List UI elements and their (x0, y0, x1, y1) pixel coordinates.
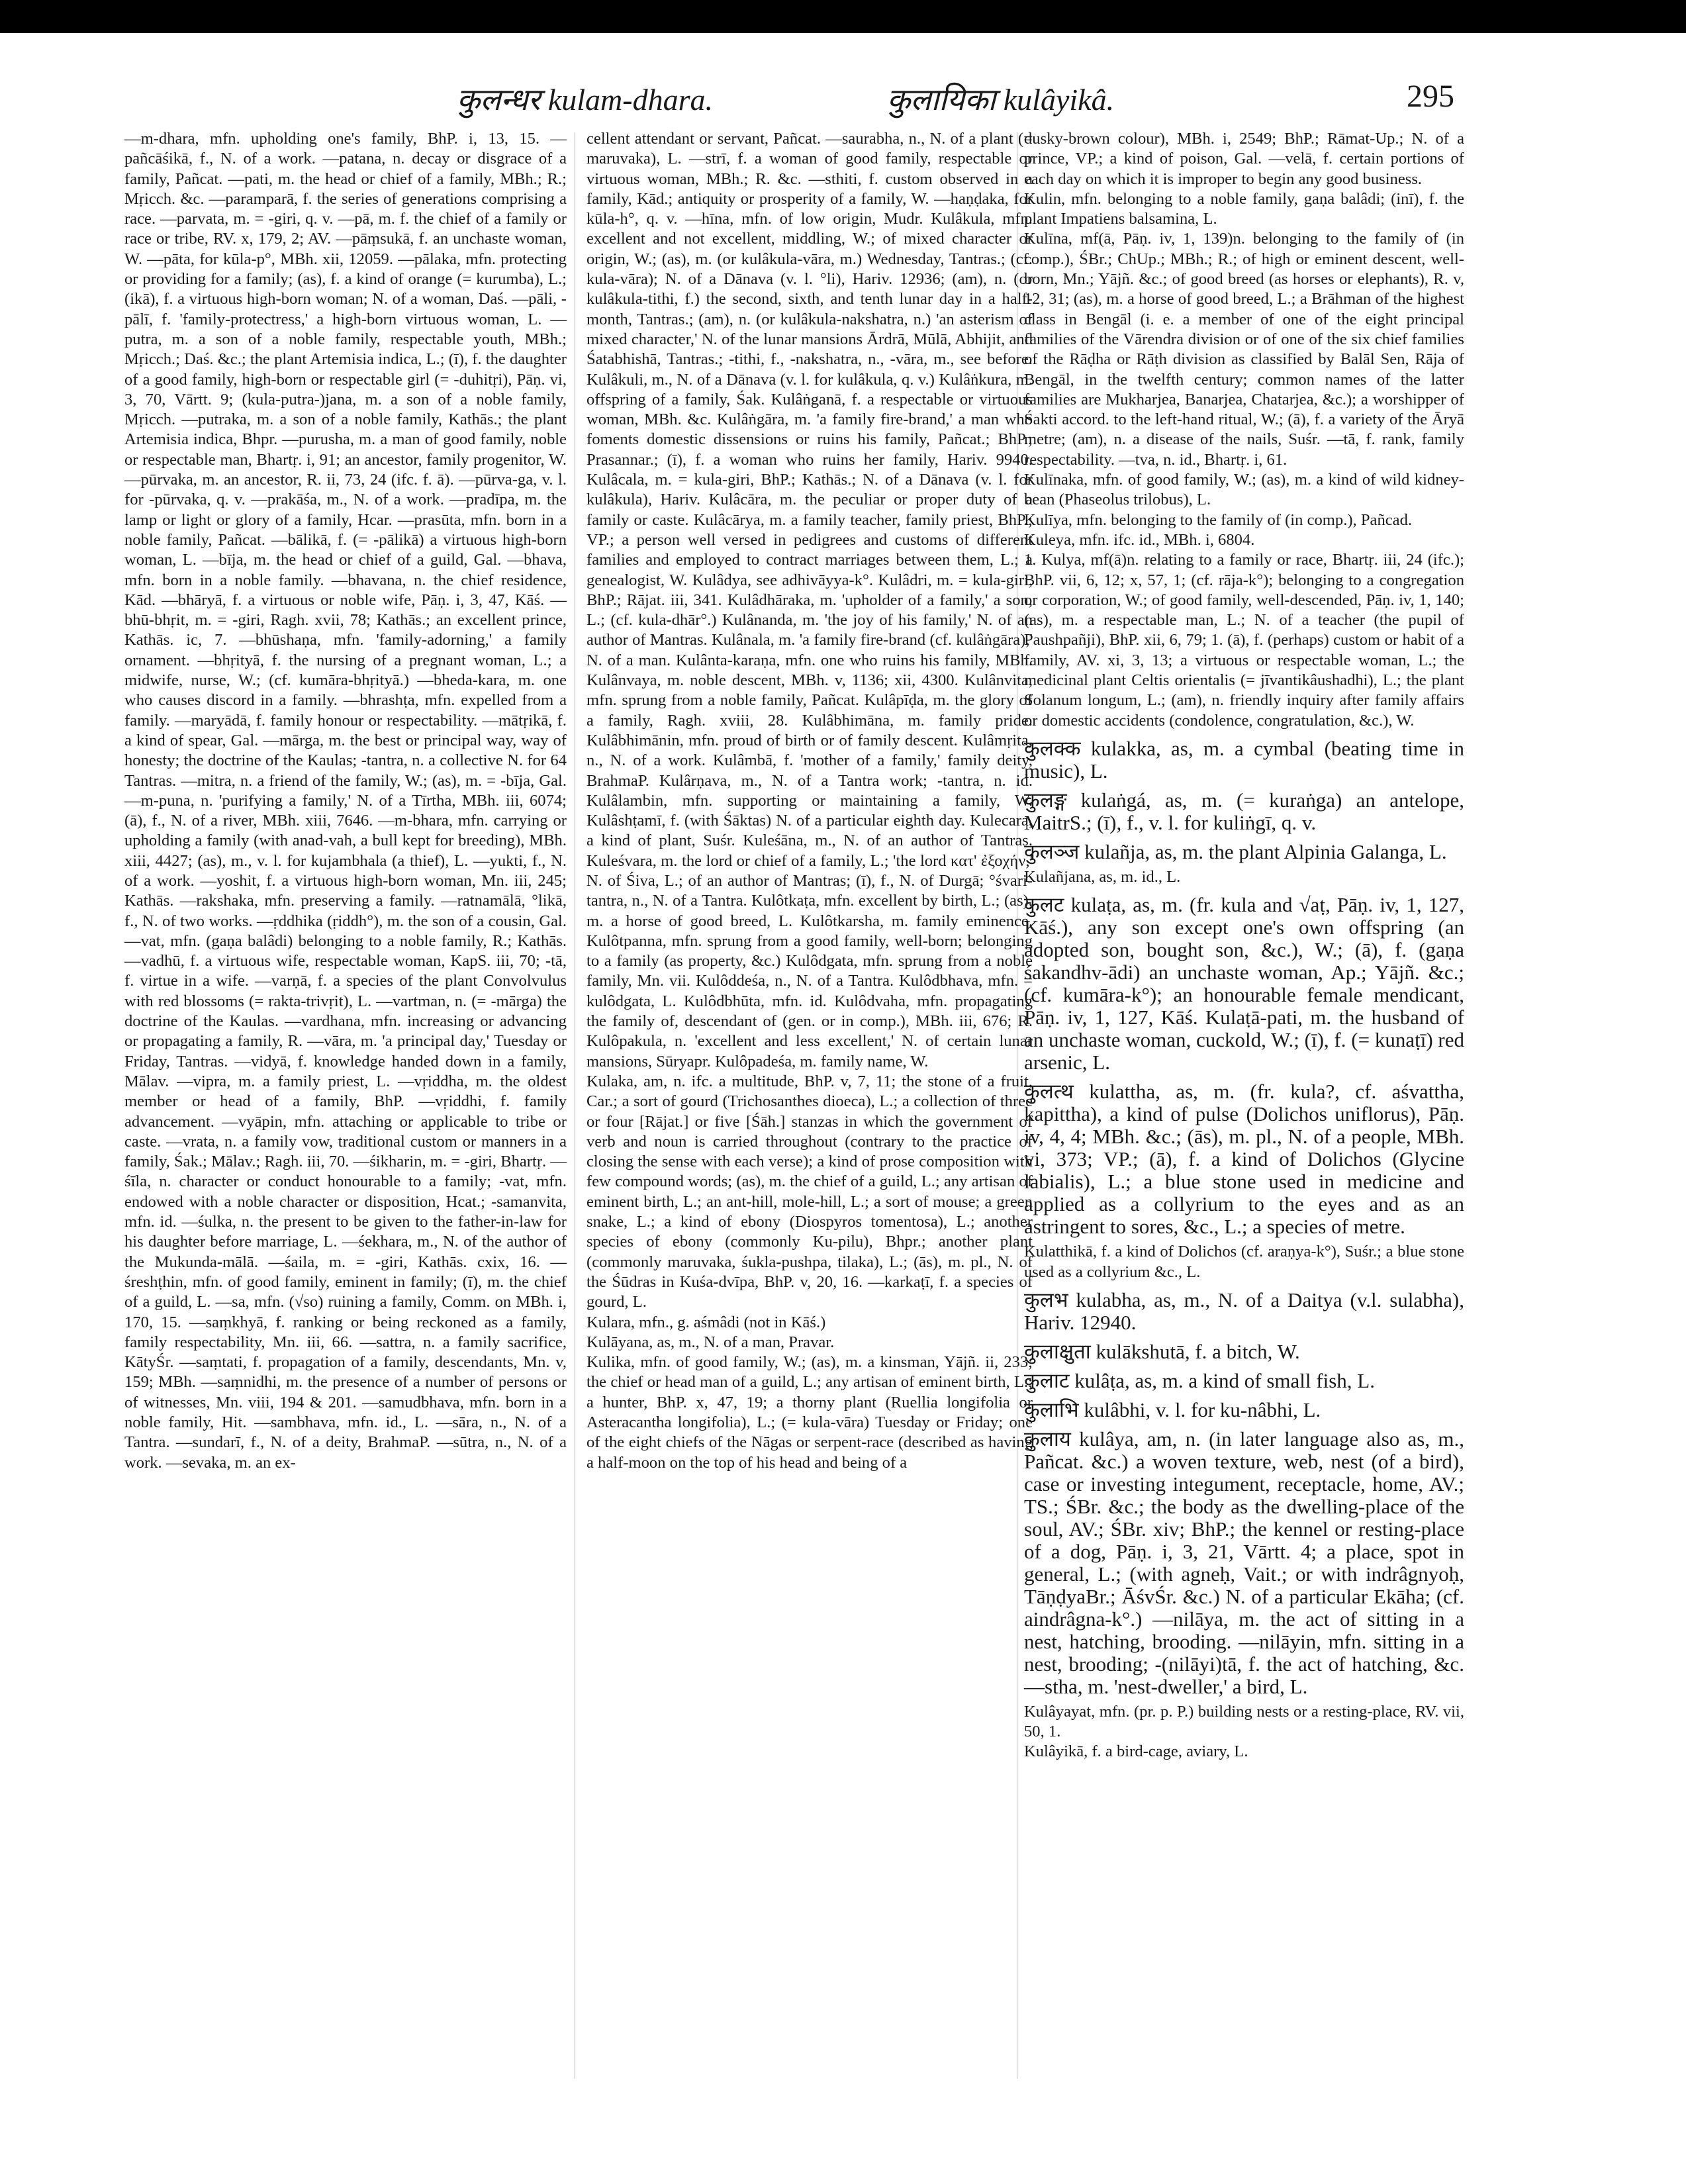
headword-entry: कुलभ kulabha, as, m., N. of a Daitya (v.l. sulabha), Hariv. 12940. (1024, 1288, 1464, 1334)
headword-entry: कुलञ्ज kulañja, as, m. the plant Alpinia Galanga, L. (1024, 839, 1447, 863)
page-number: 295 (1407, 79, 1454, 114)
headword-entry: कुलाक्षुता kulākshutā, f. a bitch, W. (1024, 1339, 1300, 1363)
right-headword: कुलायिका kulâyikâ. (887, 83, 1115, 117)
headword-entry: कुलक्क kulakka, as, m. a cymbal (beating time in music), L. (1024, 736, 1464, 783)
top-black-bar (0, 0, 1686, 33)
left-headword: कुलन्धर kulam-dhara. (457, 83, 713, 117)
entry-paragraph: Kulika, mfn. of good family, W.; (as), m. a kinsman, Yājñ. ii, 233; the chief or head man of a guild, L.; any artisan of eminent birth, L.; a hunter, BhP. x, 47, 19; a thorny plant (Ruellia longifolia or Asteracantha longifolia), L.; (= kula-vāra) Tuesday or Friday; one of the eight chiefs of the Nāgas or serpent-race (described as having a half-moon on the top of his head and being of a (586, 1353, 1033, 1472)
entry-paragraph: Kulaka, am, n. ifc. a multitude, BhP. v, 7, 11; the stone of a fruit, Car.; a sort of gourd (Trichosanthes dioeca), L.; a collection of three or four [Rājat.] or five [Śāh.] stanzas in which the government of verb and noun is carried throughout (contrary to the practice of closing the sense with each verse); a kind of prose composition with few compound words; (as), m. the chief of a guild, L.; any artisan of eminent birth, L.; an ant-hill, mole-hill, L.; a sort of mouse; a green snake, L.; a kind of ebony (Diospyros tomentosa), L.; another species of ebony (commonly Ku-pilu), Bhpr.; another plant (commonly maruvaka, śukla-pushpa, tilaka), L.; (ās), m. pl., N. of the Śūdras in Kuśa-dvīpa, BhP. v, 20, 16. —karkaṭī, f. a species of gourd, L. (586, 1072, 1033, 1311)
headword-entry: कुलाभि kulâbhi, v. l. for ku-nâbhi, L. (1024, 1398, 1321, 1421)
headword-entry: कुलत्थ kulattha, as, m. (fr. kula?, cf. aśvattha, kapittha), a kind of pulse (Dolichos uniflorus), Pāṇ. iv, 4, 4; MBh. &c.; (ās), m. pl., N. of a people, MBh. vi, 373; VP.; (ā), f. a kind of Dolichos (Glycine labialis), L.; a blue stone used in medicine and applied as a collyrium to the eyes and as an astringent to sores, &c., L.; a species of metre. (1024, 1080, 1464, 1239)
entry-paragraph: 1. Kulya, mf(ā)n. relating to a family or race, Bhartṛ. iii, 24 (ifc.); BhP. vii, 6, 12; x, 57, 1; (cf. rāja-k°); belonging to a congregation or corporation, W.; of good family, well-descended, Pāṇ. iv, 1, 140; (as), m. a respectable man, L.; N. of a teacher (the pupil of Paushpañji), BhP. xii, 6, 79; 1. (ā), f. (perhaps) custom or habit of a family, AV. xi, 3, 13; a virtuous or respectable woman, L.; the medicinal plant Celtis orientalis (= jīvantikâushadhi), L.; the plant Solanum longum, L.; (am), n. friendly inquiry after family affairs or domestic accidents (condolence, congratulation, &c.), W. (1024, 551, 1464, 730)
headword-entry: कुलङ्ग kulaṅgá, as, m. (= kuraṅga) an antelope, MaitrS.; (ī), f., v. l. for kuliṅgī, q. v. (1024, 788, 1464, 834)
entry-paragraph: Kulâyayat, mfn. (pr. p. P.) building nests or a resting-place, RV. vii, 50, 1. (1024, 1702, 1464, 1741)
entry-paragraph: dusky-brown colour), MBh. i, 2549; BhP.; Rāmat-Up.; N. of a prince, VP.; a kind of poison, Gal. —velā, f. certain portions of each day on which it is improper to begin any good business. (1024, 130, 1464, 188)
entry-paragraph: cellent attendant or servant, Pañcat. —saurabha, n., N. of a plant (= maruvaka), L. —strī, f. a woman of good family, respectable or virtuous woman, MBh.; R. &c. —sthiti, f. custom observed in a family, Kād.; antiquity or prosperity of a family, W. —haṇḍaka, for kūla-h°, q. v. —hīna, mfn. of low origin, Mudr. Kulâkula, mfn. excellent and not excellent, middling, W.; of mixed character or origin, W.; (as), m. (or kulâkula-vāra, m.) Wednesday, Tantras.; (cf. kula-vāra); N. of a Dānava (v. l. °li), Hariv. 12936; (am), n. (or kulâkula-tithi, f.) the second, sixth, and tenth lunar day in a half-month, Tantras.; (am), n. (or kulâkula-nakshatra, n.) 'an asterism of mixed character,' N. of the lunar mansions Ārdrā, Mūlā, Abhijit, and Śatabhishā, Tantras.; -tithi, f., -nakshatra, n., -vāra, m., see before. Kulâkuli, m., N. of a Dānava (v. l. for kulâkula, q. v.) Kulâṅkura, m. offspring of a family, Śak. Kulâṅganā, f. a respectable or virtuous woman, MBh. &c. Kulâṅgāra, m. 'a family fire-brand,' a man who foments domestic dissensions or ruins his family, Pañcat.; BhP.; Prasannar.; (ī), f. a woman who ruins her family, Hariv. 9940. Kulâcala, m. = kula-giri, BhP.; Kathās.; N. of a Dānava (v. l. for kulâkula), Hariv. Kulâcāra, m. the peculiar or proper duty of a family or caste. Kulâcārya, m. a family teacher, family priest, BhP.; VP.; a person well versed in pedigrees and customs of different families and employed to contract marriages between them, L.; a genealogist, W. Kulâdya, see adhivāyya-k°. Kulâdri, m. = kula-giri, BhP.; Rājat. iii, 341. Kulâdhāraka, m. 'upholder of a family,' a son, L.; (cf. kula-dhār°.) Kulânanda, m. 'the joy of his family,' N. of an author of Mantras. Kulânala, m. 'a family fire-brand (cf. kulâṅgāra),' N. of a man. Kulânta-karaṇa, mfn. one who ruins his family, MBh. Kulânvaya, m. noble descent, MBh. v, 1136; xii, 4300. Kulânvita, mfn. sprung from a noble family, Pañcat. Kulâpīḍa, m. the glory of a family, Ragh. xviii, 28. Kulâbhimāna, m. family pride. Kulâbhimānin, mfn. proud of birth or of family descent. Kulâmṛita, n., N. of a work. Kulâmbā, f. 'mother of a family,' family deity, BrahmaP. Kulârṇava, m., N. of a Tantra work; -tantra, n. id. Kulâlambin, mfn. supporting or maintaining a family, W. Kulâshṭamī, f. (with Śāktas) N. of a particular eighth day. Kulecara, a kind of plant, Suśr. Kuleśāna, m., N. of an author of Tantras. Kuleśvara, m. the lord or chief of a family, L.; 'the lord κατ' ἐξοχήν,' N. of Śiva, L.; of an author of Mantras; (ī), f., N. of Durgā; °śvari-tantra, n., N. of a Tantra. Kulôtkaṭa, mfn. excellent by birth, L.; (as), m. a horse of good breed, L. Kulôtkarsha, m. family eminence. Kulôtpanna, mfn. sprung from a good family, well-born; belonging to a family (as property, &c.) Kulôdgata, mfn. sprung from a noble family, Mn. vii. Kulôddeśa, n., N. of a Tantra. Kulôdbhava, mfn. = kulôdgata, L. Kulôdbhūta, mfn. id. Kulôdvaha, mfn. propagating the family of, descendant of (gen. or in comp.), MBh. iii, 676; R. Kulôpakula, n. 'excellent and less excellent,' N. of certain lunar mansions, Sūryapr. Kulôpadeśa, m. family name, W. (586, 130, 1033, 1070)
entry-paragraph: Kulañjana, as, m. id., L. (1024, 867, 1181, 886)
entry-paragraph: Kulatthikā, f. a kind of Dolichos (cf. araṇya-k°), Suśr.; a blue stone used as a collyrium &c., L. (1024, 1243, 1464, 1281)
column-2 (586, 129, 1033, 1473)
entry-paragraph: Kulāyana, as, m., N. of a man, Pravar. (586, 1333, 835, 1351)
entry-paragraph: Kulâyikā, f. a bird-cage, aviary, L. (1024, 1742, 1248, 1761)
headword-entry: कुलट kulaṭa, as, m. (fr. kula and √aṭ, Pāṇ. iv, 1, 127, Kāś.), any son except one's own offspring (an adopted son, bought son, &c.), W.; (ā), f. (gaṇa śakandhv-ādi) an unchaste woman, Ap.; Yājñ. &c.; (cf. kumāra-k°); an honourable female mendicant, Pāṇ. iv, 1, 127, Kāś. Kulaṭā-pati, m. the husband of an unchaste woman, cuckold, W.; (ī), f. (= kunaṭī) red arsenic, L. (1024, 893, 1464, 1074)
entry-paragraph: Kulīnaka, mfn. of good family, W.; (as), m. a kind of wild kidney-bean (Phaseolus trilobus), L. (1024, 471, 1464, 509)
entry-paragraph: Kulara, mfn., g. aśmâdi (not in Kāś.) (586, 1313, 826, 1331)
running-header (0, 78, 1686, 124)
column-3 (1024, 129, 1464, 1762)
column-1 (124, 129, 567, 1473)
headword-entry: कुलाट kulâṭa, as, m. a kind of small fish, L. (1024, 1368, 1375, 1392)
entry-paragraph: Kulīna, mf(ā, Pāṇ. iv, 1, 139)n. belonging to the family of (in comp.), ŚBr.; ChUp.; MBh.; R.; of high or eminent descent, well-born, Mn.; Yājñ. &c.; of good breed (as horses or elephants), R. v, 12, 31; (as), m. a horse of good breed, L.; a Brāhman of the highest class in Bengāl (i. e. a member of one of the eight principal families of the Vārendra division or of one of the six chief families of the Rāḍha or Rāṭh division as classified by Balāl Sen, Rāja of Bengāl, in the twelfth century; common names of the latter families are Mukharjea, Banarjea, Chatarjea, &c.); a worshipper of Śakti accord. to the left-hand ritual, W.; (ā), f. a variety of the Āryā metre; (am), n. a disease of the nails, Suśr. —tā, f. rank, family respectability. —tva, n. id., Bhartṛ. i, 61. (1024, 230, 1464, 469)
entry-paragraph: Kulīya, mfn. belonging to the family of (in comp.), Pañcad. (1024, 510, 1413, 529)
entry-paragraph: Kulin, mfn. belonging to a noble family, gaṇa balâdi; (inī), f. the plant Impatiens balsamina, L. (1024, 189, 1464, 228)
entry-paragraph: Kuleya, mfn. ifc. id., MBh. i, 6804. (1024, 530, 1255, 549)
entry-paragraph: —m-dhara, mfn. upholding one's family, BhP. i, 13, 15. —pañcāśikā, f., N. of a work. —patana, n. decay or disgrace of a family, Pañcat. —pati, m. the head or chief of a family, MBh.; R.; Mṛicch. &c. —paramparā, f. the series of generations comprising a race. —parvata, m. = -giri, q. v. —pā, m. f. the chief of a family or race or tribe, RV. x, 179, 2; AV. —pāṃsukā, f. an unchaste woman, W. —pāta, for kūla-p°, MBh. xii, 12059. —pālaka, mfn. protecting or providing for a family; (as), f. a kind of orange (= kurumba), L.; (ikā), f. a virtuous high-born woman; N. of a woman, Daś. —pāli, -pālī, f. 'family-protectress,' a high-born virtuous woman, L. —putra, m. a son of a noble family, respectable youth, MBh.; Mṛicch.; Daś. &c.; the plant Artemisia indica, L.; (ī), f. the daughter of a good family, high-born or respectable girl (= -duhitṛi), Pāṇ. vi, 3, 70, Vārtt. 9; (kula-putra-)jana, m. a son of a noble family, Mṛicch. —putraka, m. a son of a noble family, Kathās.; the plant Artemisia indica, Bhpr. —purusha, m. a man of good family, noble or respectable man, Bhartṛ. i, 91; an ancestor, family progenitor, W. —pūrvaka, m. an ancestor, R. ii, 73, 24 (ifc. f. ā). —pūrva-ga, v. l. for -pūrvaka, q. v. —prakāśa, m., N. of a work. —pradīpa, m. the lamp or light or glory of a family, Hcar. —prasūta, mfn. born in a noble family, Pañcat. —bālikā, f. (= -pālikā) a virtuous high-born woman, L. —bīja, m. the head or chief of a guild, Gal. —bhava, mfn. born in a noble family. —bhavana, n. the chief residence, Kād. —bhāryā, f. a virtuous or noble wife, Pāṇ. i, 3, 47, Kāś. —bhū-bhṛit, m. = -giri, Ragh. xvii, 78; Kathās.; an excellent prince, Kathās. ic, 7. —bhūshaṇa, mfn. 'family-adorning,' a family ornament. —bhṛityā, f. the nursing of a pregnant woman, L.; a midwife, nurse, W.; (cf. kumāra-bhṛityā.) —bheda-kara, m. one who causes discord in a family. —bhrashṭa, mfn. expelled from a family. —maryādā, f. family honour or respectability. —mātṛikā, f. a kind of spear, Gal. —mārga, m. the best or principal way, way of honesty; the doctrine of the Kaulas; -tantra, n. a collective N. for 64 Tantras. —mitra, n. a friend of the family, W.; (as), m. = -bīja, Gal. —m-puna, n. 'purifying a family,' N. of a Tīrtha, MBh. iii, 6074; (ā), f., N. of a river, MBh. xiii, 7646. —m-bhara, mfn. carrying or upholding a family (with anad-vah, a bull kept for breeding), MBh. xiii, 4427; (as), m., v. l. for kujambhala (a thief), L. —yukti, f., N. of a work. —yoshit, f. a virtuous high-born woman, Mn. iii, 245; Kathās. —rakshaka, mfn. preserving a family. —ratnamālā, °likā, f., N. of two works. —ṛddhika (ṛiddh°), m. the son of a cousin, Gal. —vat, mfn. (gaṇa balâdi) belonging to a noble family, R.; Kathās. —vadhū, f. a virtuous wife, respectable woman, KapS. iii, 70; -tā, f. virtue in a wife. —varṇā, f. a species of the plant Convolvulus with red blossoms (= rakta-trivṛit), L. —vartman, n. (= -mārga) the doctrine of the Kaulas. —vardhana, mfn. increasing or advancing or propagating a family, R. —vāra, m. 'a principal day,' Tuesday or Friday, Tantras. —vidyā, f. knowledge handed down in a family, Mālav. —vipra, m. a family priest, L. —vṛiddha, m. the oldest member or head of a family, BhP. —vṛiddhi, f. family advancement. —vyāpin, mfn. attaching or applicable to tribe or caste. —vrata, n. a family vow, traditional custom or manners in a family, Śak.; Mālav.; Ragh. iii, 70. —śikharin, m. = -giri, Bhartṛ. —śīla, n. character or conduct honourable to a family; -vat, mfn. endowed with a noble character or disposition, Hcat.; -samanvita, mfn. id. —śulka, n. the present to be given to the father-in-law for his daughter before marriage, L. —śekhara, m., N. of the author of the Mukunda-mālā. —śaila, m. = -giri, Kathās. cxix, 16. —śreshṭhin, mfn. of good family, eminent in family; (ī), m. the chief of a guild, L. —sa, mfn. (√so) ruining a family, Comm. on MBh. i, 170, 15. —saṃkhyā, f. ranking or being reckoned as a family, family respectability, Mn. iii, 66. —sattra, n. a family sacrifice, KātyŚr. —saṃtati, f. propagation of a family, descendants, Mn. v, 159; MBh. —saṃnidhi, m. the presence of a number of persons or of witnesses, Mn. viii, 194 & 201. —samudbhava, mfn. born in a noble family, Hit. —sambhava, mfn. id., L. —sāra, n., N. of a Tantra. —sundarī, f., N. of a deity, BrahmaP. —sūtra, n., N. of a work. —sevaka, m. an ex- (124, 130, 567, 1472)
headword-entry: कुलाय kulâya, am, n. (in later language also as, m., Pañcat. &c.) a woven texture, web, nest (of a bird), case or investing integument, receptacle, home, AV.; TS.; ŚBr. &c.; the body as the dwelling-place of the soul, AV.; ŚBr. xiv; BhP.; the kennel or resting-place of a dog, Pāṇ. i, 3, 21, Vārtt. 4; a place, spot in general, L.; (with agneḥ, Vait.; or with indrâgnyoḥ, TāṇḍyaBr.; ĀśvŚr. &c.) N. of a particular Ekāha; (cf. aindrâgna-k°.) —nilāya, m. the act of sitting in a nest, hatching, brooding. —nilāyin, mfn. sitting in a nest, brooding; -(nilāyi)tā, f. the act of hatching, &c. —stha, m. 'nest-dweller,' a bird, L. (1024, 1427, 1464, 1698)
